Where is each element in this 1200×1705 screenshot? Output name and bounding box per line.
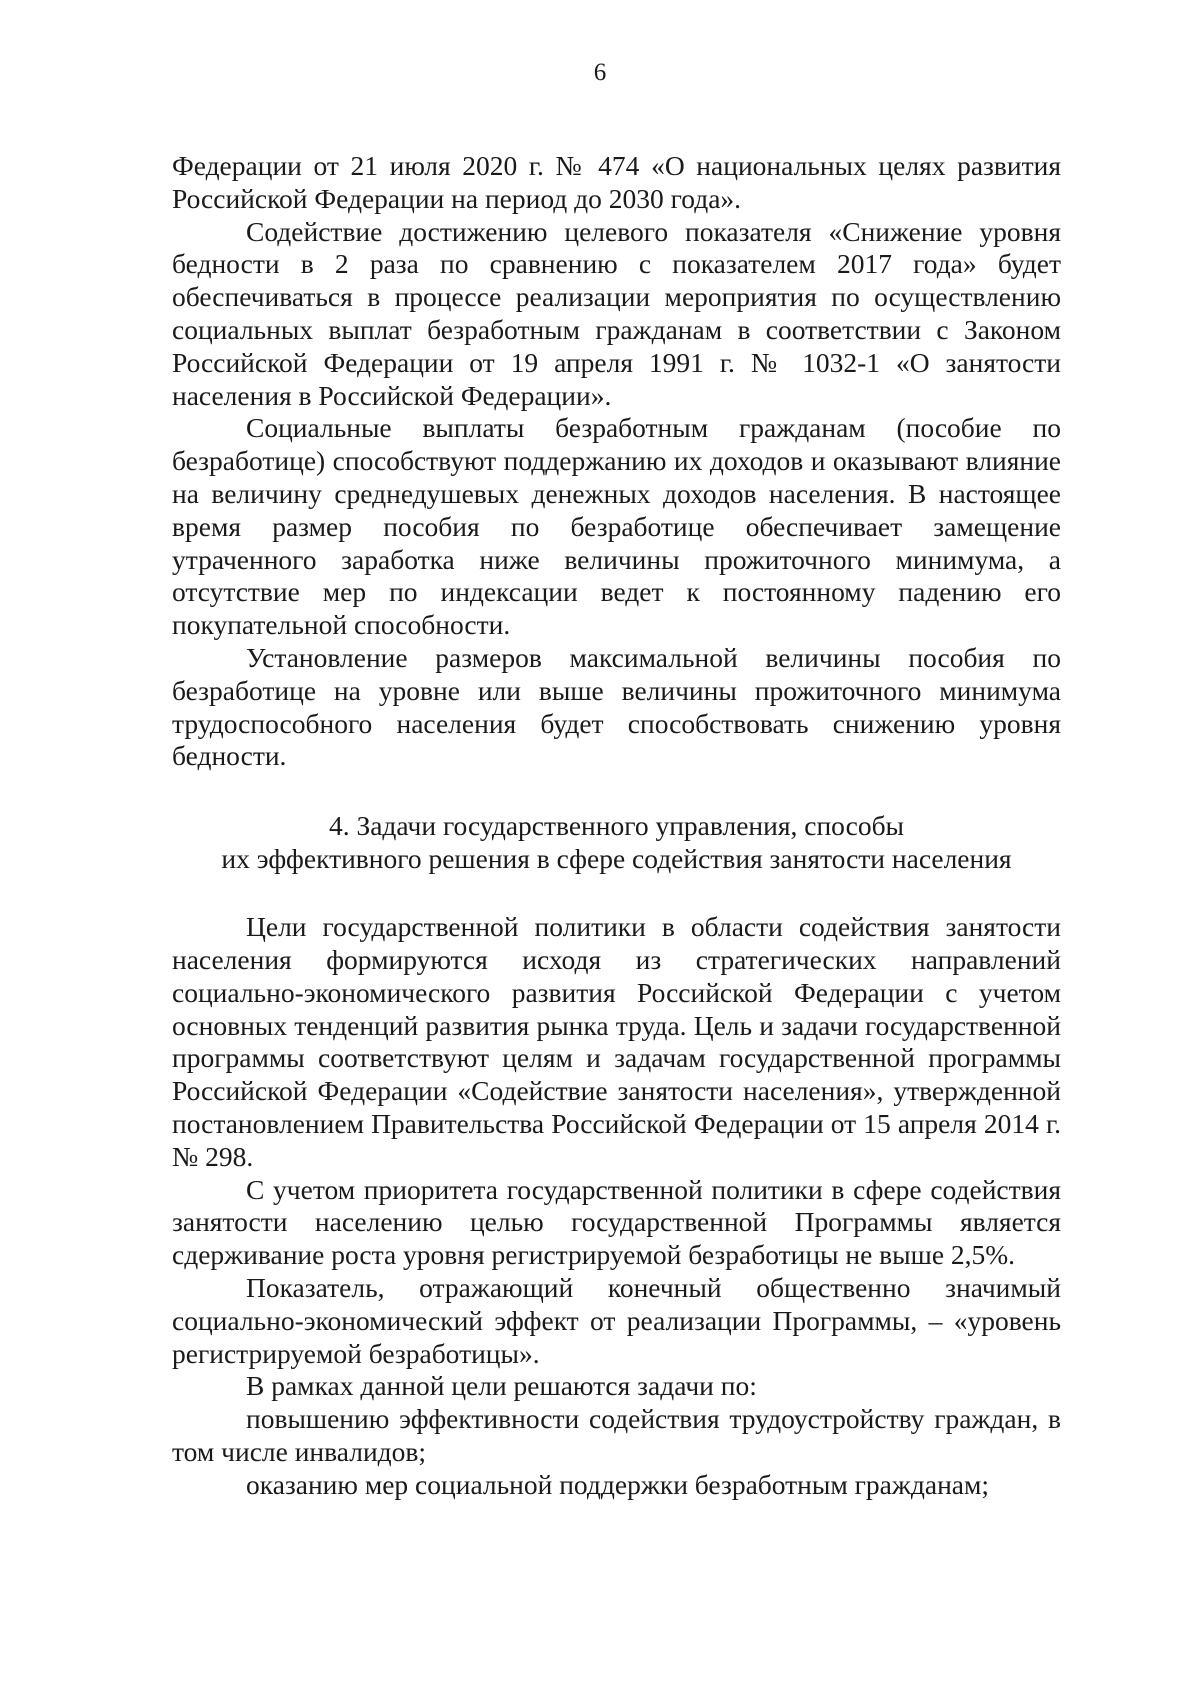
- paragraph: Показатель, отражающий конечный общественно значимый социально-экономический эффект от реализации Программы, – «уровень регистрируемой безработицы».: [172, 1271, 1061, 1369]
- paragraph: В рамках данной цели решаются задачи по:: [246, 1370, 757, 1402]
- list-item: повышению эффективности содействия трудоустройству граждан, в том числе инвалидов;: [172, 1403, 1061, 1467]
- document-body: [172, 150, 1061, 1501]
- list-item: оказанию мер социальной поддержки безработным гражданам;: [246, 1468, 990, 1500]
- paragraph: Установление размеров максимальной величины пособия по безработице на уровне или выше величины прожиточного минимума трудоспособного населения будет способствовать снижению уровня бедности.: [172, 641, 1061, 772]
- page-number: 6: [593, 59, 607, 86]
- paragraph: Социальные выплаты безработным гражданам (пособие по безработице) способствуют поддержанию их доходов и оказывают влияние на величину среднедушевых денежных доходов населения. В настоящее время размер пособия по безработице обеспечивает замещение утраченного заработка ниже величины прожиточного минимума, а отсутствие мер по индексации ведет к постоянному падению его покупательной способности.: [172, 412, 1061, 641]
- paragraph: Федерации от 21 июля 2020 г. № 474 «О национальных целях развития Российской Федерации на период до 2030 года».: [172, 150, 1061, 214]
- paragraph: С учетом приоритета государственной политики в сфере содействия занятости населению целью государственной Программы является сдерживание роста уровня регистрируемой безработицы не выше 2,5%.: [172, 1173, 1061, 1271]
- paragraph: Содействие достижению целевого показателя «Снижение уровня бедности в 2 раза по сравнению с показателем 2017 года» будет обеспечиваться в процессе реализации мероприятия по осуществлению социальных выплат безработным гражданам в соответствии с Законом Российской Федерации от 19 апреля 1991 г. № 1032-1 «О занятости населения в Российской Федерации».: [172, 215, 1061, 411]
- section-heading: [172, 809, 1061, 875]
- section-heading-line-1: 4. Задачи государственного управления, способы: [328, 810, 905, 842]
- paragraph: Цели государственной политики в области содействия занятости населения формируются исходя из стратегических направлений социально-экономического развития Российской Федерации с учетом основных тенденций развития рынка труда. Цель и задачи государственной программы соответствуют целям и задачам государственной программы Российской Федерации «Содействие занятости населения», утвержденной постановлением Правительства Российской Федерации от 15 апреля 2014 г. № 298.: [172, 911, 1061, 1172]
- section-heading-line-2: их эффективного решения в сфере содействия занятости населения: [221, 843, 1012, 875]
- spacer: [172, 875, 1061, 911]
